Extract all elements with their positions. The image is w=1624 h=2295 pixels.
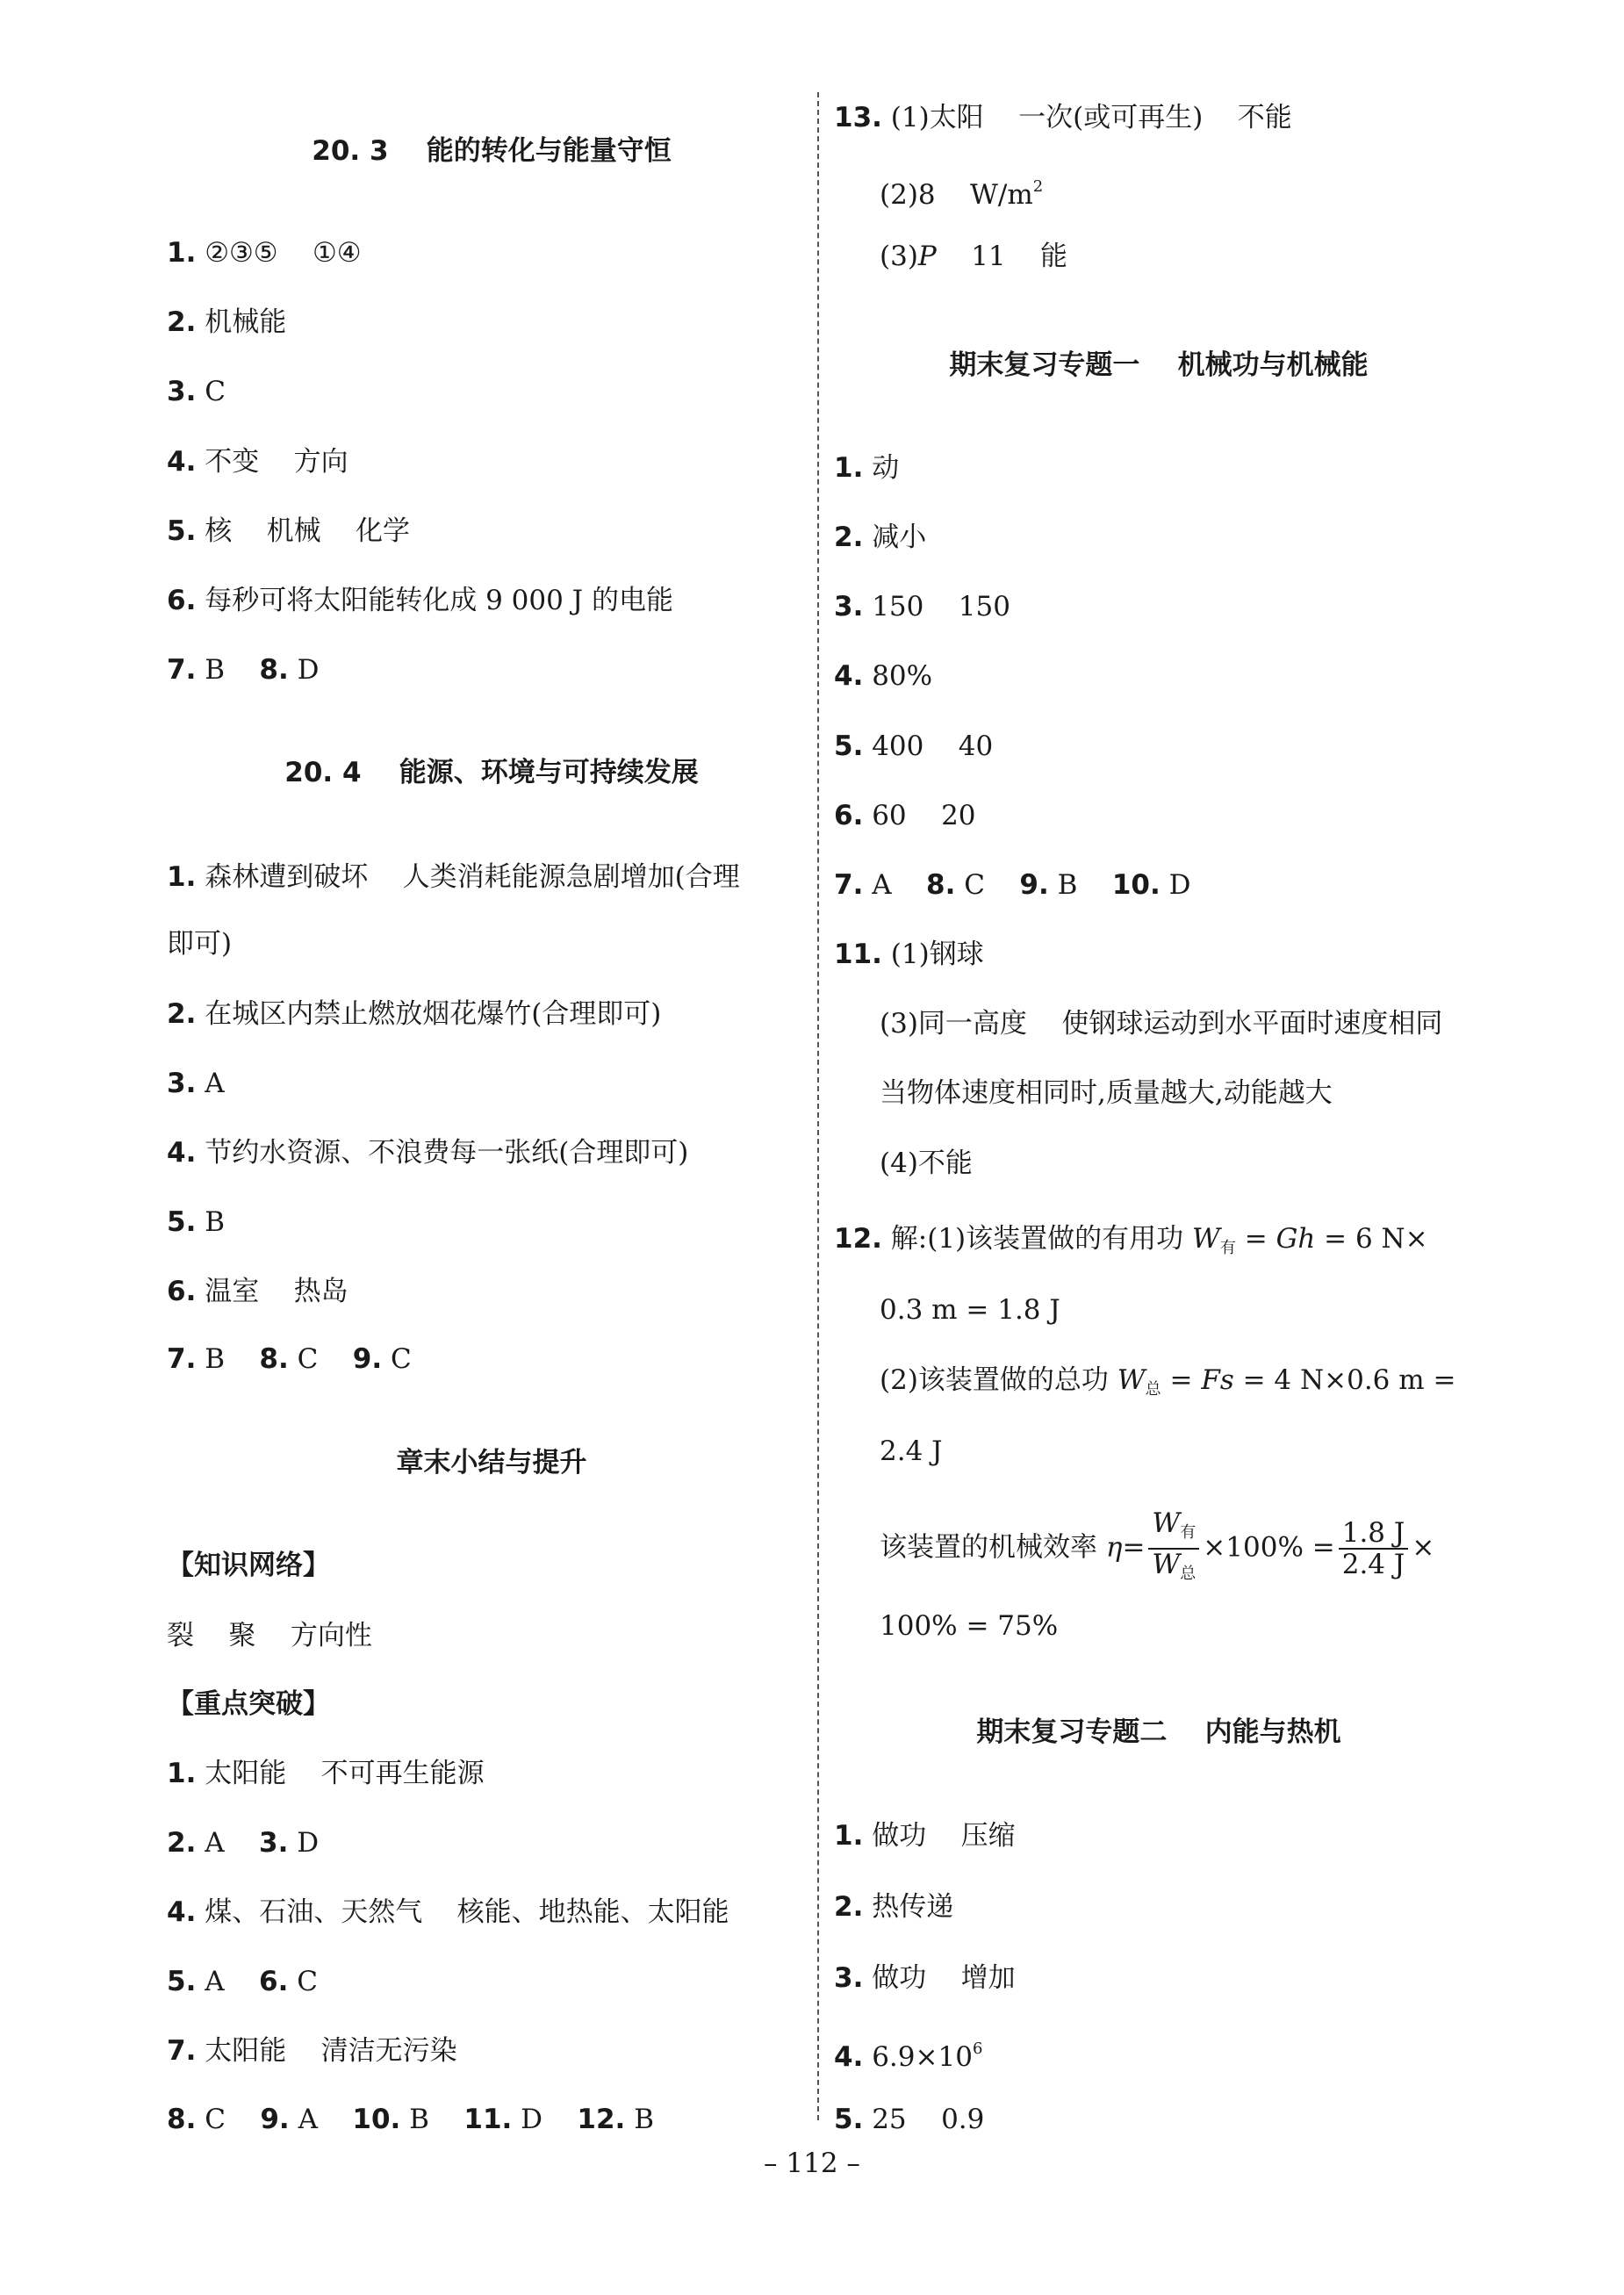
answer-subitem: (2)该装置做的总功 $W_总 = Fs = 4$ N×0.6 m = <box>880 1364 1456 1399</box>
section-heading-20-3: 20. 3 能的转化与能量守恒 <box>312 135 672 167</box>
answer-item: 6. 每秒可将太阳能转化成 9 000 J 的电能 <box>167 585 673 616</box>
answer-item: 1. 太阳能 不可再生能源 <box>167 1758 485 1789</box>
answer-item: 3. C <box>167 376 226 407</box>
answer-item: 12. 解:(1)该装置做的有用功 $W_有 = Gh = 6$ N× <box>834 1223 1428 1257</box>
answer-item: 2. A 3. D <box>167 1827 320 1859</box>
answer-item: 4. $6.9\times 10^6$ <box>834 2040 983 2073</box>
answer-item: 7. B 8. D <box>167 654 320 686</box>
answer-subitem: 100% = 75% <box>880 1610 1059 1642</box>
key-breakthrough-label: 【重点突破】 <box>167 1688 330 1720</box>
answer-item: 6. 60 20 <box>834 800 976 831</box>
answer-item: 5. 25 0.9 <box>834 2104 985 2135</box>
answer-item: 4. 煤、石油、天然气 核能、地热能、太阳能 <box>167 1896 729 1928</box>
answer-item: 3. 做功 增加 <box>834 1962 1016 1994</box>
answer-item: 6. 温室 热岛 <box>167 1276 349 1307</box>
answer-item: 1. ②③⑤ ①④ <box>167 237 362 269</box>
answer-item: 7. 太阳能 清洁无污染 <box>167 2035 457 2067</box>
section-heading-chapter-summary: 章末小结与提升 <box>396 1447 587 1478</box>
section-heading-review-1: 期末复习专题一 机械功与机械能 <box>949 349 1369 381</box>
answer-subitem: (3)P 11 能 <box>880 241 1068 272</box>
column-divider <box>817 92 819 2120</box>
knowledge-network-text: 裂 聚 方向性 <box>167 1620 372 1651</box>
answer-item: 5. B <box>167 1206 225 1238</box>
answer-subitem: 当物体速度相同时,质量越大,动能越大 <box>880 1077 1333 1109</box>
answer-item: 7. B 8. C 9. C <box>167 1343 412 1375</box>
knowledge-network-label: 【知识网络】 <box>167 1550 330 1581</box>
answer-item: 4. 节约水资源、不浪费每一张纸(合理即可) <box>167 1137 689 1169</box>
answer-subitem: 2.4 J <box>880 1435 943 1467</box>
answer-item: 1. 森林遭到破坏 人类消耗能源急剧增加(合理 <box>167 861 740 893</box>
answer-item: 2. 减小 <box>834 522 927 553</box>
page-number: – 112 – <box>764 2148 860 2179</box>
section-heading-20-4: 20. 4 能源、环境与可持续发展 <box>284 757 699 788</box>
answer-item: 3. A <box>167 1068 225 1099</box>
answer-subitem: (2)8 $W/m^2$ <box>880 177 1044 211</box>
answer-item: 8. C 9. A 10. B 11. D 12. B <box>167 2104 654 2135</box>
efficiency-formula: 该装置的机械效率 η= $\frac{W_有}{W_总}$ ×100% = $\frac{1.8 J}{2.4 J}$ × <box>880 1508 1434 1589</box>
answer-item: 3. 150 150 <box>834 591 1010 622</box>
answer-item: 5. 400 40 <box>834 730 994 762</box>
answer-subitem: 0.3 m = 1.8 J <box>880 1294 1060 1326</box>
answer-item: 11. (1)钢球 <box>834 939 984 970</box>
answer-subitem: (4)不能 <box>880 1148 973 1179</box>
fraction-1-8-over-2-4: $\frac{1.8 J}{2.4 J}$ <box>1339 1518 1409 1579</box>
answer-item: 4. 80% <box>834 660 933 692</box>
fraction-w-useful-over-w-total: $\frac{W_有}{W_总}$ <box>1148 1508 1199 1589</box>
answer-item: 2. 在城区内禁止燃放烟花爆竹(合理即可) <box>167 998 662 1030</box>
answer-item-continued: 即可) <box>167 928 233 960</box>
answer-item: 5. A 6. C <box>167 1966 318 1997</box>
answer-item: 5. 核 机械 化学 <box>167 515 411 547</box>
answer-item: 4. 不变 方向 <box>167 446 349 478</box>
section-heading-review-2: 期末复习专题二 内能与热机 <box>976 1716 1341 1748</box>
answer-subitem: (3)同一高度 使钢球运动到水平面时速度相同 <box>880 1008 1443 1040</box>
answer-item: 1. 做功 压缩 <box>834 1820 1016 1852</box>
answer-item: 13. (1)太阳 一次(或可再生) 不能 <box>834 102 1292 133</box>
answer-item: 2. 机械能 <box>167 306 287 338</box>
answer-item: 2. 热传递 <box>834 1891 954 1923</box>
answer-item: 7. A 8. C 9. B 10. D <box>834 869 1191 901</box>
answer-item: 1. 动 <box>834 452 900 484</box>
